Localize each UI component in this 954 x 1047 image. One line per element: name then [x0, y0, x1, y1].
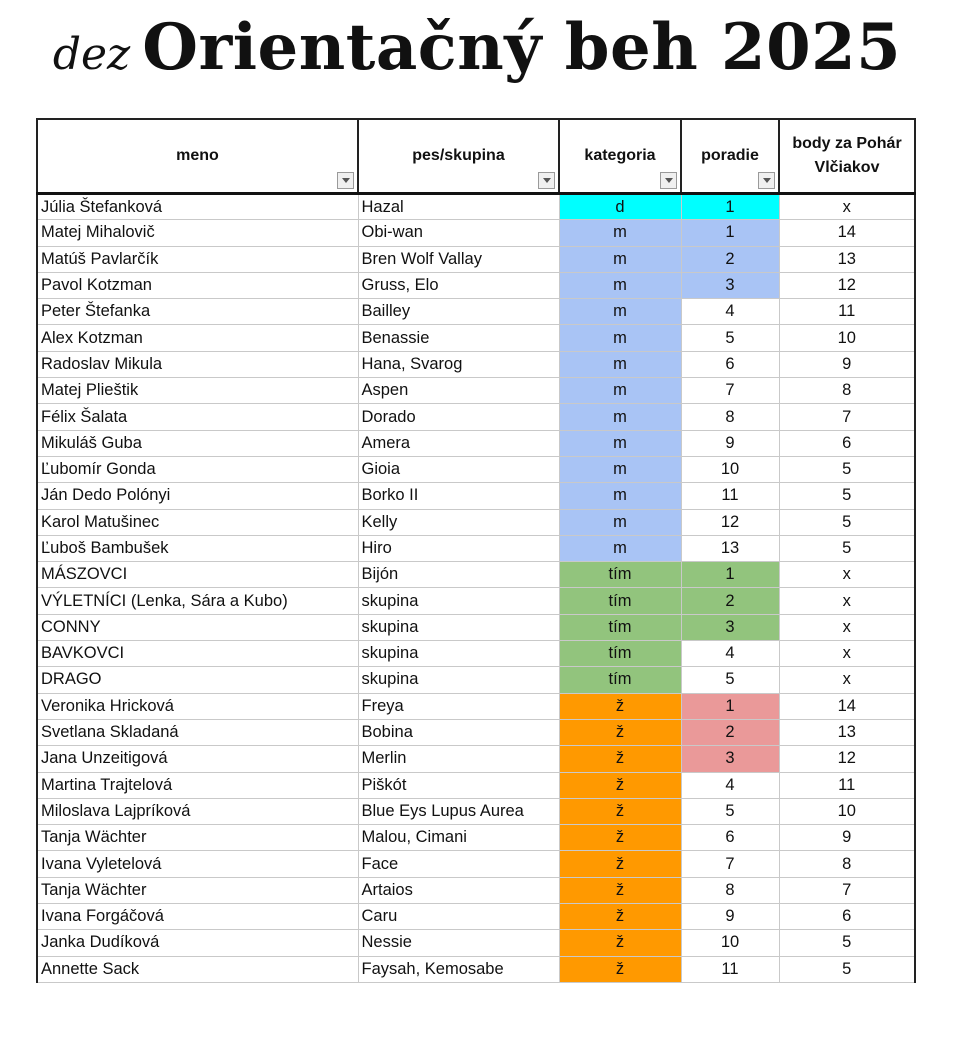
cell-kategoria[interactable]: tím	[559, 562, 681, 588]
column-header-kategoria	[559, 119, 681, 194]
table-row	[37, 877, 915, 903]
cell-kategoria[interactable]: m	[559, 509, 681, 535]
table-row	[37, 351, 915, 377]
cell-kategoria[interactable]: m	[559, 456, 681, 482]
table-row	[37, 562, 915, 588]
cell-body[interactable]: 5	[779, 509, 915, 535]
table-row	[37, 194, 915, 220]
cell-kategoria[interactable]: m	[559, 220, 681, 246]
cell-pes-skupina[interactable]: Faysah, Kemosabe	[358, 956, 559, 982]
cell-poradie[interactable]: 2	[681, 588, 779, 614]
cell-pes-skupina[interactable]: Nessie	[358, 930, 559, 956]
table-row	[37, 430, 915, 456]
page-title	[0, 10, 954, 105]
cell-body[interactable]: 11	[779, 772, 915, 798]
cell-pes-skupina[interactable]: skupina	[358, 667, 559, 693]
cell-meno[interactable]: Ľubomír Gonda	[37, 456, 358, 482]
cell-poradie[interactable]: 4	[681, 641, 779, 667]
cell-meno[interactable]: Karol Matušinec	[37, 509, 358, 535]
cell-pes-skupina[interactable]: Bren Wolf Vallay	[358, 246, 559, 272]
cell-kategoria[interactable]: m	[559, 272, 681, 298]
cell-body[interactable]: 6	[779, 430, 915, 456]
cell-meno[interactable]: Júlia Štefanková	[37, 194, 358, 220]
cell-meno[interactable]: Janka Dudíková	[37, 930, 358, 956]
cell-pes-skupina[interactable]: Face	[358, 851, 559, 877]
cell-poradie[interactable]: 2	[681, 246, 779, 272]
cell-body[interactable]: 13	[779, 719, 915, 745]
cell-meno[interactable]: Pavol Kotzman	[37, 272, 358, 298]
cell-kategoria[interactable]: m	[559, 325, 681, 351]
cell-meno[interactable]: Ľuboš Bambušek	[37, 535, 358, 561]
cell-meno[interactable]: Ján Dedo Polónyi	[37, 483, 358, 509]
cell-poradie[interactable]: 10	[681, 456, 779, 482]
cell-kategoria[interactable]: ž	[559, 746, 681, 772]
cell-kategoria[interactable]: ž	[559, 930, 681, 956]
cell-kategoria[interactable]: m	[559, 351, 681, 377]
cell-meno[interactable]: Jana Unzeitigová	[37, 746, 358, 772]
cell-body[interactable]: 7	[779, 877, 915, 903]
cell-meno[interactable]: Alex Kotzman	[37, 325, 358, 351]
table-row	[37, 404, 915, 430]
cell-pes-skupina[interactable]: skupina	[358, 641, 559, 667]
cell-kategoria[interactable]: m	[559, 404, 681, 430]
cell-pes-skupina[interactable]: Blue Eys Lupus Aurea	[358, 798, 559, 824]
table-row	[37, 325, 915, 351]
cell-meno[interactable]: Annette Sack	[37, 956, 358, 982]
cell-poradie[interactable]: 5	[681, 325, 779, 351]
cell-pes-skupina[interactable]: Gioia	[358, 456, 559, 482]
cell-body[interactable]: x	[779, 614, 915, 640]
cell-kategoria[interactable]: ž	[559, 956, 681, 982]
cell-meno[interactable]: Mikuláš Guba	[37, 430, 358, 456]
cell-body[interactable]: 10	[779, 325, 915, 351]
cell-meno[interactable]: Félix Šalata	[37, 404, 358, 430]
cell-meno[interactable]: Matej Mihalovič	[37, 220, 358, 246]
header-row	[37, 119, 915, 194]
cell-poradie[interactable]: 4	[681, 299, 779, 325]
cell-kategoria[interactable]: ž	[559, 693, 681, 719]
cell-body[interactable]: 14	[779, 693, 915, 719]
cell-pes-skupina[interactable]: Obi-wan	[358, 220, 559, 246]
cell-body[interactable]: 9	[779, 351, 915, 377]
cell-pes-skupina[interactable]: Benassie	[358, 325, 559, 351]
table-row	[37, 588, 915, 614]
column-header-body	[779, 119, 915, 194]
cell-poradie[interactable]: 9	[681, 904, 779, 930]
cell-kategoria[interactable]: tím	[559, 641, 681, 667]
table-row	[37, 798, 915, 824]
cell-kategoria[interactable]: ž	[559, 851, 681, 877]
cell-poradie[interactable]: 1	[681, 562, 779, 588]
cell-poradie[interactable]: 11	[681, 956, 779, 982]
column-header-pes	[358, 119, 559, 194]
cell-body[interactable]: 11	[779, 299, 915, 325]
cell-meno[interactable]: MÁSZOVCI	[37, 562, 358, 588]
cell-body[interactable]: 12	[779, 746, 915, 772]
cell-pes-skupina[interactable]: Aspen	[358, 378, 559, 404]
cell-body[interactable]: 5	[779, 456, 915, 482]
table-row	[37, 719, 915, 745]
cell-body[interactable]: 8	[779, 851, 915, 877]
table-row	[37, 746, 915, 772]
cell-meno[interactable]: Ivana Forgáčová	[37, 904, 358, 930]
table-row	[37, 772, 915, 798]
column-header-label: poradie	[701, 147, 759, 164]
cell-pes-skupina[interactable]: Artaios	[358, 877, 559, 903]
cell-poradie[interactable]: 12	[681, 509, 779, 535]
cell-pes-skupina[interactable]: Hiro	[358, 535, 559, 561]
cell-kategoria[interactable]: d	[559, 194, 681, 220]
column-header-poradie	[681, 119, 779, 194]
cell-poradie[interactable]: 6	[681, 825, 779, 851]
cell-kategoria[interactable]: m	[559, 246, 681, 272]
cell-body[interactable]: 5	[779, 956, 915, 982]
cell-meno[interactable]: Veronika Hricková	[37, 693, 358, 719]
cell-body[interactable]: 5	[779, 930, 915, 956]
table-row	[37, 825, 915, 851]
cell-body[interactable]: 6	[779, 904, 915, 930]
cell-meno[interactable]: Tanja Wächter	[37, 877, 358, 903]
cell-poradie[interactable]: 1	[681, 693, 779, 719]
cell-pes-skupina[interactable]: Bobina	[358, 719, 559, 745]
cell-pes-skupina[interactable]: Caru	[358, 904, 559, 930]
column-header-label: pes/skupina	[412, 147, 505, 164]
cell-pes-skupina[interactable]: Merlin	[358, 746, 559, 772]
cell-meno[interactable]: Ivana Vyletelová	[37, 851, 358, 877]
cell-body[interactable]: x	[779, 667, 915, 693]
cell-meno[interactable]: Peter Štefanka	[37, 299, 358, 325]
cell-body[interactable]: 10	[779, 798, 915, 824]
cell-kategoria[interactable]: tím	[559, 614, 681, 640]
cell-pes-skupina[interactable]: Kelly	[358, 509, 559, 535]
cell-poradie[interactable]: 13	[681, 535, 779, 561]
cell-pes-skupina[interactable]: skupina	[358, 588, 559, 614]
cell-body[interactable]: 5	[779, 483, 915, 509]
cell-kategoria[interactable]: ž	[559, 772, 681, 798]
cell-meno[interactable]: Matúš Pavlarčík	[37, 246, 358, 272]
cell-meno[interactable]: Tanja Wächter	[37, 825, 358, 851]
table-row	[37, 956, 915, 982]
cell-body[interactable]: 9	[779, 825, 915, 851]
table-row	[37, 299, 915, 325]
cell-pes-skupina[interactable]: Bijón	[358, 562, 559, 588]
cell-poradie[interactable]: 7	[681, 851, 779, 877]
cell-pes-skupina[interactable]: Freya	[358, 693, 559, 719]
cell-pes-skupina[interactable]: Hazal	[358, 194, 559, 220]
cell-body[interactable]: x	[779, 194, 915, 220]
table-row	[37, 667, 915, 693]
table-row	[37, 220, 915, 246]
table-row	[37, 272, 915, 298]
cell-body[interactable]: 12	[779, 272, 915, 298]
cell-pes-skupina[interactable]: Hana, Svarog	[358, 351, 559, 377]
results-table	[36, 118, 916, 983]
cell-pes-skupina[interactable]: Malou, Cimani	[358, 825, 559, 851]
cell-pes-skupina[interactable]: Dorado	[358, 404, 559, 430]
cell-kategoria[interactable]: m	[559, 535, 681, 561]
cell-kategoria[interactable]: m	[559, 299, 681, 325]
cell-kategoria[interactable]: ž	[559, 904, 681, 930]
cell-meno[interactable]: VÝLETNÍCI (Lenka, Sára a Kubo)	[37, 588, 358, 614]
cell-poradie[interactable]: 11	[681, 483, 779, 509]
cell-pes-skupina[interactable]: Gruss, Elo	[358, 272, 559, 298]
cell-poradie[interactable]: 3	[681, 272, 779, 298]
cell-poradie[interactable]: 6	[681, 351, 779, 377]
cell-kategoria[interactable]: m	[559, 483, 681, 509]
cell-poradie[interactable]: 4	[681, 772, 779, 798]
cell-kategoria[interactable]: m	[559, 378, 681, 404]
title-prefix: dez	[52, 29, 131, 80]
table-row	[37, 246, 915, 272]
cell-poradie[interactable]: 1	[681, 220, 779, 246]
table-row	[37, 851, 915, 877]
cell-pes-skupina[interactable]: Amera	[358, 430, 559, 456]
cell-meno[interactable]: DRAGO	[37, 667, 358, 693]
cell-meno[interactable]: BAVKOVCI	[37, 641, 358, 667]
cell-poradie[interactable]: 2	[681, 719, 779, 745]
cell-poradie[interactable]: 7	[681, 378, 779, 404]
table-row	[37, 904, 915, 930]
column-header-label: kategoria	[584, 147, 656, 164]
table-row	[37, 456, 915, 482]
cell-kategoria[interactable]: ž	[559, 877, 681, 903]
filter-dropdown-icon[interactable]	[538, 172, 555, 189]
table-row	[37, 614, 915, 640]
cell-poradie[interactable]: 8	[681, 404, 779, 430]
table-row	[37, 693, 915, 719]
cell-meno[interactable]: Svetlana Skladaná	[37, 719, 358, 745]
cell-poradie[interactable]: 3	[681, 614, 779, 640]
table-row	[37, 535, 915, 561]
cell-kategoria[interactable]: ž	[559, 825, 681, 851]
column-header-label: meno	[176, 147, 219, 164]
cell-poradie[interactable]: 10	[681, 930, 779, 956]
cell-kategoria[interactable]: ž	[559, 798, 681, 824]
cell-poradie[interactable]: 9	[681, 430, 779, 456]
column-header-label: body za Pohár Vlčiakov	[792, 135, 902, 176]
cell-meno[interactable]: Radoslav Mikula	[37, 351, 358, 377]
column-header-meno	[37, 119, 358, 194]
cell-body[interactable]: 13	[779, 246, 915, 272]
filter-dropdown-icon[interactable]	[758, 172, 775, 189]
cell-body[interactable]: 5	[779, 535, 915, 561]
cell-kategoria[interactable]: ž	[559, 719, 681, 745]
table-row	[37, 378, 915, 404]
cell-meno[interactable]: Miloslava Lajpríková	[37, 798, 358, 824]
cell-body[interactable]: x	[779, 562, 915, 588]
cell-body[interactable]: 8	[779, 378, 915, 404]
cell-kategoria[interactable]: m	[559, 430, 681, 456]
cell-body[interactable]: x	[779, 641, 915, 667]
cell-kategoria[interactable]: tím	[559, 588, 681, 614]
cell-poradie[interactable]: 5	[681, 667, 779, 693]
cell-poradie[interactable]: 5	[681, 798, 779, 824]
title-main: Orientačný beh 2025	[142, 10, 902, 85]
cell-meno[interactable]: CONNY	[37, 614, 358, 640]
cell-pes-skupina[interactable]: Bailley	[358, 299, 559, 325]
filter-dropdown-icon[interactable]	[660, 172, 677, 189]
table-row	[37, 509, 915, 535]
filter-dropdown-icon[interactable]	[337, 172, 354, 189]
table-row	[37, 483, 915, 509]
cell-poradie[interactable]: 3	[681, 746, 779, 772]
cell-body[interactable]: 14	[779, 220, 915, 246]
cell-meno[interactable]: Matej Plieštik	[37, 378, 358, 404]
cell-poradie[interactable]: 1	[681, 194, 779, 220]
cell-pes-skupina[interactable]: Borko II	[358, 483, 559, 509]
cell-poradie[interactable]: 8	[681, 877, 779, 903]
cell-body[interactable]: x	[779, 588, 915, 614]
cell-pes-skupina[interactable]: skupina	[358, 614, 559, 640]
table-row	[37, 641, 915, 667]
cell-meno[interactable]: Martina Trajtelová	[37, 772, 358, 798]
cell-kategoria[interactable]: tím	[559, 667, 681, 693]
cell-body[interactable]: 7	[779, 404, 915, 430]
cell-pes-skupina[interactable]: Piškót	[358, 772, 559, 798]
table-row	[37, 930, 915, 956]
